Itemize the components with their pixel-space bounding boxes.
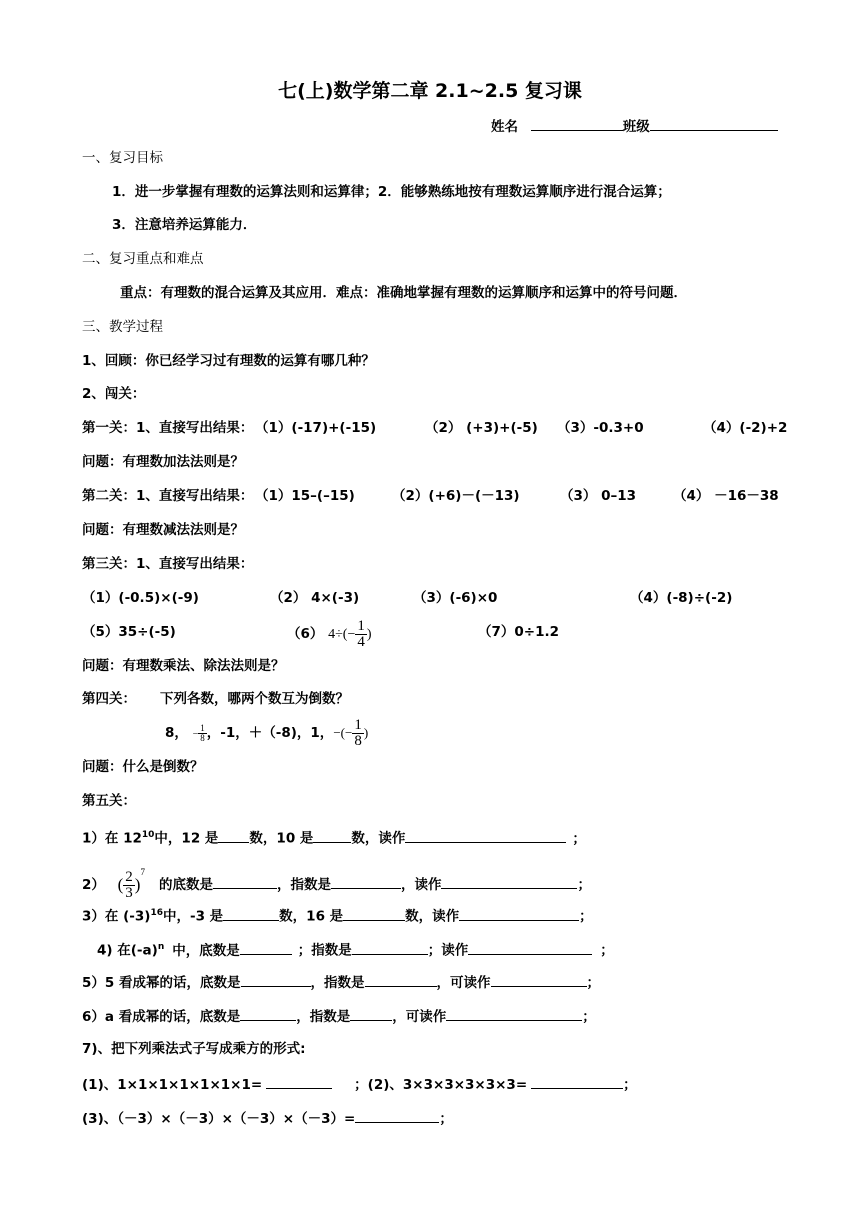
q2-blank-1[interactable] [213,874,277,889]
level1-item-2: （2） (+3)+(-5) [425,420,538,436]
power-question-4 [97,938,614,960]
q2-text-d: ，读作 [400,877,442,893]
q4-text-b: 中，底数是 [172,942,240,959]
q2-text-b: 的底数是 [158,877,213,893]
q5-blank-2[interactable] [365,972,437,987]
q3-blank-3[interactable] [459,906,579,921]
q7-blank-2[interactable] [531,1074,623,1089]
q1-blank-2[interactable] [313,828,351,843]
power-question-6 [82,1006,596,1026]
level1-question: 问题：有理数加法法则是？ [82,454,244,470]
pass-heading: 2、闯关： [82,386,146,402]
q5-blank-1[interactable] [241,972,311,987]
q1-blank-1[interactable] [218,828,249,843]
q2-open-paren: ( [117,875,124,894]
q3-exponent: 16 [150,908,163,918]
goal-line-2: 3．注意培养运算能力． [112,217,257,233]
power-question-5 [82,972,600,992]
fraction-a-numerator: 1 [200,722,205,733]
level3-item-1: （1）(-0.5)×(-9) [82,590,199,606]
q7-end-2: ； [439,1111,453,1127]
q2-blank-3[interactable] [441,874,577,889]
q3-text-d: 数，读作 [405,908,460,925]
q4-end: ； [600,942,614,959]
item6-expr-start: 4÷(− [328,627,356,642]
fraction-neg-one-eighth [198,724,207,743]
name-field[interactable] [531,116,623,131]
q2-text-a: 2） [82,877,105,893]
q6-blank-1[interactable] [240,1006,296,1021]
q3-end: ； [579,908,593,925]
q7-expr-1: (1)、1×1×1×1×1×1×1= [82,1077,263,1093]
fraction-b-numerator: 1 [354,716,362,733]
level4-prompt: 下列各数，哪两个数互为倒数？ [160,691,349,707]
q3-blank-2[interactable] [343,906,405,921]
section2-heading: 二、复习重点和难点 [82,251,204,267]
q1-text-a: 1）在 12 [82,830,142,847]
review-question: 1、回顾：你已经学习过有理数的运算有哪几种？ [82,353,375,369]
level1-item-1: （1）(-17)+(-15) [255,420,377,436]
q4-text-a: 4) 在(-a) [97,942,158,959]
class-label: 班级 [622,119,650,135]
q6-text-c: ，可读作 [392,1009,447,1025]
level3-item-6 [287,612,372,657]
q5-text-c: ，可读作 [436,975,491,991]
q7-expr-3: (3)、（－3）×（－3）×（－3）×（－3）= [82,1111,356,1127]
q4-text-c: ；指数是 [297,942,352,959]
page-title: 七(上)数学第二章 2.1~2.5 复习课 [278,80,582,102]
q6-text-b: ，指数是 [296,1009,351,1025]
q4-exponent: n [157,942,165,952]
level2-item-3: （3） 0–13 [560,488,637,504]
fraction-a-denominator: 8 [200,732,205,743]
q5-text-a: 5）5 看成幂的话，底数是 [82,975,241,991]
fraction-one-eighth [352,718,364,749]
q2-blank-2[interactable] [331,874,401,889]
q3-text-c: 数，16 是 [279,908,344,925]
q2-end: ； [577,877,591,893]
q4-blank-2[interactable] [352,940,428,955]
q5-end: ； [586,975,600,991]
number-list-middle: ，-1，＋（-8)，1， [206,725,334,741]
q2-numerator: 2 [125,868,133,885]
q7-blank-1[interactable] [266,1074,332,1089]
item6-expr-end: ) [366,627,372,642]
level1-item-4: （4）(-2)+2 [703,420,788,436]
q7-line-2 [82,1108,453,1128]
student-info-line [491,116,778,136]
q1-exponent: 10 [141,830,155,840]
item6-denominator: 4 [357,633,365,650]
q3-text-a: 3）在 (-3) [82,908,151,925]
level2-item-4: （4） －16－38 [673,488,779,504]
q1-blank-3[interactable] [405,828,566,843]
level3-item-4: （4）(-8)÷(-2) [630,590,733,606]
key-points-line: 重点：有理数的混合运算及其应用．难点：准确地掌握有理数的运算顺序和运算中的符号问题． [120,285,687,301]
q1-text-b: 中，12 是 [154,830,219,847]
q5-text-b: ，指数是 [310,975,365,991]
number-8: 8， [165,725,188,741]
level2-intro: 第二关：1、直接写出结果： [82,488,254,504]
item6-label: （6） [287,626,324,642]
q6-text-a: 6）a 看成幂的话，底数是 [82,1009,241,1025]
name-label: 姓名 [491,119,518,135]
q4-blank-3[interactable] [468,940,592,955]
level2-item-1: （1）15–(–15) [255,488,355,504]
q3-text-b: 中，-3 是 [162,908,224,925]
q1-text-d: 数，读作 [351,830,406,847]
q6-end: ； [582,1009,596,1025]
q7-line-1 [82,1074,637,1094]
level5-intro: 第五关： [82,793,136,809]
level2-item-2: （2）(+6)－(－13) [392,488,520,504]
level3-intro: 第三关：1、直接写出结果： [82,556,254,572]
q6-blank-2[interactable] [350,1006,392,1021]
fraction-b-denominator: 8 [354,732,362,749]
item6-fraction [355,619,367,650]
q2-exponent: 7 [140,867,145,877]
q4-blank-1[interactable] [240,940,292,955]
power-question-3 [82,904,593,926]
q1-end: ； [572,830,586,847]
item6-numerator: 1 [357,617,365,634]
q2-close-paren: ) [134,875,141,894]
level1-item-3: （3）-0.3+0 [557,420,644,436]
level3-item-2: （2） 4×(-3) [270,590,360,606]
reciprocal-number-list [165,713,368,755]
level3-question: 问题：有理数乘法、除法法则是？ [82,658,285,674]
q7-expr-2: ；(2)、3×3×3×3×3×3= [354,1077,528,1093]
level3-item-5: （5）35÷(-5) [82,624,176,640]
level3-item-7: （7）0÷1.2 [478,624,560,640]
q7-end-1: ； [623,1077,637,1093]
q6-blank-3[interactable] [446,1006,582,1021]
q5-blank-3[interactable] [491,972,587,987]
fraction-b-prefix: −(− [333,725,353,740]
fraction-a-sign: − [192,729,199,740]
section1-heading: 一、复习目标 [82,150,163,166]
power-question-1 [82,826,586,848]
q7-blank-3[interactable] [355,1108,439,1123]
fraction-b-suffix: ) [363,725,369,740]
q7-heading: 7)、把下列乘法式子写成乘方的形式: [82,1041,306,1057]
q4-text-d: ；读作 [427,942,469,959]
q3-blank-1[interactable] [223,906,279,921]
level2-question: 问题：有理数减法法则是？ [82,522,244,538]
power-question-2 [82,848,591,909]
section3-heading: 三、教学过程 [82,319,163,335]
q2-denominator: 3 [125,884,133,901]
level4-intro: 第四关： [82,691,136,707]
goal-line-1: 1．进一步掌握有理数的运算法则和运算律；2．能够熟练地按有理数运算顺序进行混合运算； [112,184,671,200]
level1-intro: 第一关：1、直接写出结果： [82,420,254,436]
level4-question: 问题：什么是倒数？ [82,759,204,775]
q2-text-c: ，指数是 [276,877,331,893]
q2-fraction [123,870,135,901]
class-field[interactable] [650,116,778,131]
q1-text-c: 数，10 是 [249,830,314,847]
level3-item-3: （3）(-6)×0 [413,590,498,606]
